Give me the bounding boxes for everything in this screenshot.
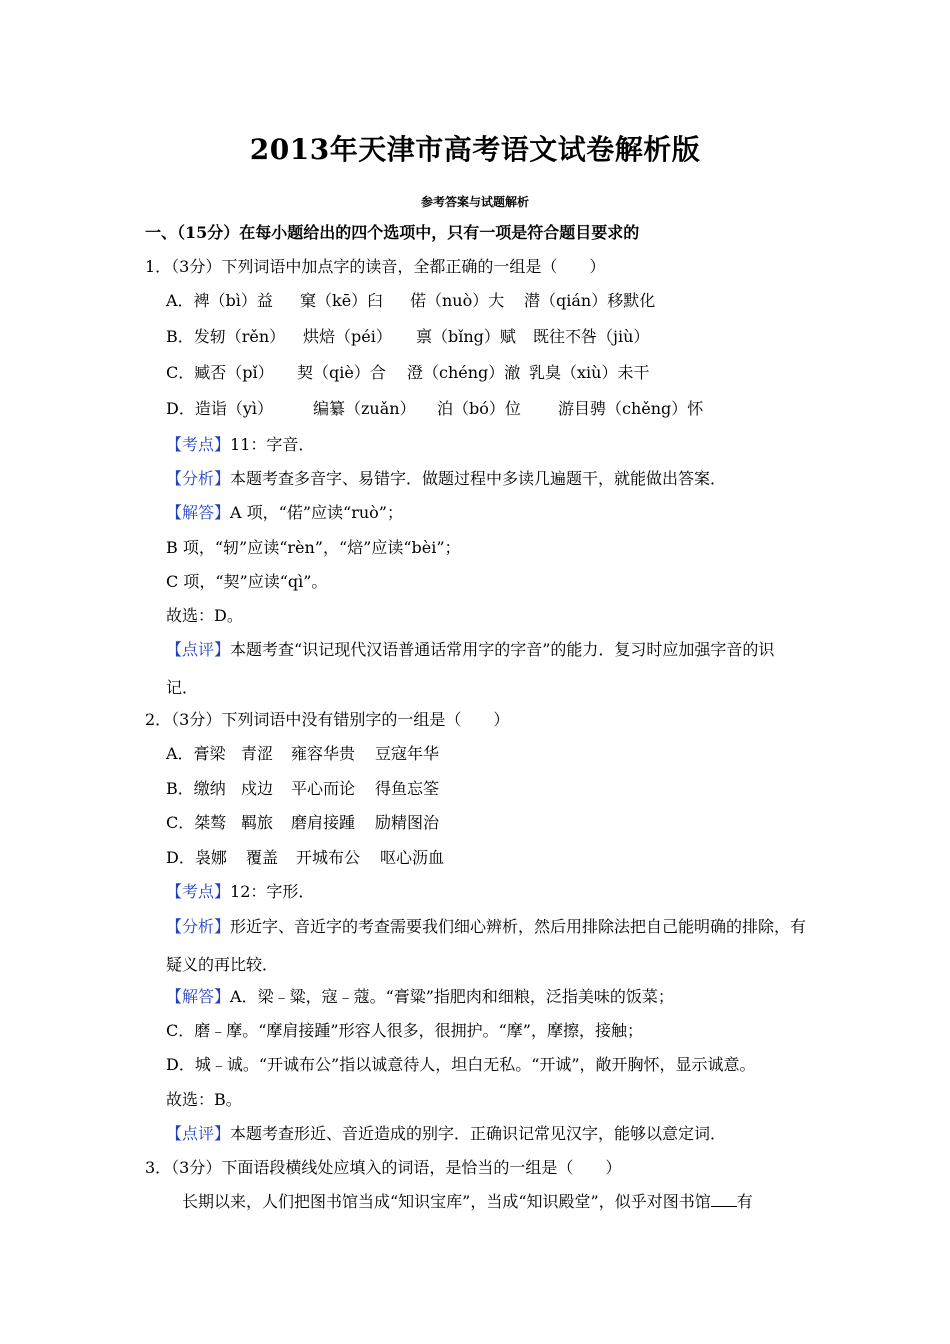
page-title: 2013年天津市高考语文试卷解析版 xyxy=(249,133,701,166)
q1-jieda xyxy=(166,502,403,524)
page-subtitle: 参考答案与试题解析 xyxy=(420,195,529,209)
q2-b-3: 平心而论 xyxy=(291,779,356,798)
q3-passage-end: 有 xyxy=(736,1192,753,1211)
q1-c-3: 澄（chéng）澈 xyxy=(407,363,521,382)
kaodian-tag: 【考点】 xyxy=(166,882,231,901)
q1-b-3: 禀（bǐng）赋 xyxy=(416,327,516,346)
fenxi-text: 本题考查多音字、易错字．做题过程中多读几遍题干，就能做出答案． xyxy=(230,469,727,488)
q2-stem: 2．（3分）下列词语中没有错别字的一组是（ ） xyxy=(145,710,510,729)
kaodian-tag: 【考点】 xyxy=(166,435,231,454)
q3-passage-text: 长期以来，人们把图书馆当成“知识宝库”，当成“知识殿堂”，似乎对图书馆 xyxy=(182,1192,711,1211)
fenxi-tag: 【分析】 xyxy=(166,917,231,936)
q1-option-b xyxy=(166,326,649,348)
q1-option-c xyxy=(166,362,649,384)
kaodian-text: 12：字形． xyxy=(230,882,315,901)
q1-b-1: B．发轫（rěn） xyxy=(166,327,286,346)
q2-b-2: 戍边 xyxy=(241,779,274,798)
q1-d-3: 泊（bó）位 xyxy=(437,399,521,418)
q1-option-a xyxy=(166,290,655,312)
fenxi-tag: 【分析】 xyxy=(166,469,231,488)
q2-kaodian xyxy=(166,881,314,903)
dianping-text: 本题考查形近、音近造成的别字．正确识记常见汉字，能够以意定词． xyxy=(230,1124,727,1143)
q2-dianping xyxy=(166,1123,726,1145)
q2-option-a xyxy=(166,743,439,765)
q2-d-1: D．袅娜 xyxy=(166,848,227,867)
q1-a-1: A．裨（bì）益 xyxy=(166,291,273,310)
q1-jieda-b: B 项，“轫”应读“rèn”，“焙”应读“bèi”； xyxy=(166,538,461,557)
q2-d-4: 呕心沥血 xyxy=(380,848,445,867)
q2-a-3: 雍容华贵 xyxy=(291,744,356,763)
q2-jieda xyxy=(166,986,674,1008)
q1-answer: 故选：D。 xyxy=(166,606,243,625)
q2-option-c xyxy=(166,812,439,834)
q2-d-2: 覆盖 xyxy=(246,848,279,867)
q1-fenxi xyxy=(166,468,726,490)
q2-b-1: B．缴纳 xyxy=(166,779,226,798)
q1-a-2: 窠（kē）臼 xyxy=(300,291,384,310)
q3-stem: 3．（3分）下面语段横线处应填入的词语，是恰当的一组是（ ） xyxy=(145,1158,622,1177)
q1-b-4: 既往不咎（jiù） xyxy=(533,327,650,346)
q1-jieda-c: C 项，“契”应读“qì”。 xyxy=(166,572,328,591)
q2-option-b xyxy=(166,778,439,800)
q2-a-2: 青涩 xyxy=(241,744,274,763)
q1-dianping xyxy=(166,639,774,661)
q1-d-4: 游目骋（chěng）怀 xyxy=(558,399,704,418)
jieda-tag: 【解答】 xyxy=(166,987,231,1006)
fill-blank xyxy=(711,1192,737,1207)
q2-c-4: 励精图治 xyxy=(375,813,440,832)
q2-c-2: 羁旅 xyxy=(241,813,274,832)
q1-dianping-cont: 记． xyxy=(166,678,199,697)
q2-option-d xyxy=(166,847,444,869)
fenxi-text: 形近字、音近字的考查需要我们细心辨析，然后用排除法把自己能明确的排除，有 xyxy=(230,917,807,936)
q1-c-1: C．臧否（pǐ） xyxy=(166,363,274,382)
section-heading: 一、（15分）在每小题给出的四个选项中，只有一项是符合题目要求的 xyxy=(145,223,640,242)
q2-c-1: C．桀骜 xyxy=(166,813,227,832)
q2-fenxi xyxy=(166,916,806,938)
q2-b-4: 得鱼忘筌 xyxy=(375,779,440,798)
q1-kaodian xyxy=(166,434,314,456)
q2-a-1: A．膏梁 xyxy=(166,744,226,763)
dianping-tag: 【点评】 xyxy=(166,1124,231,1143)
q2-answer: 故选：B。 xyxy=(166,1090,242,1109)
q1-stem: 1．（3分）下列词语中加点字的读音，全都正确的一组是（ ） xyxy=(145,257,606,276)
q3-passage xyxy=(182,1191,753,1213)
q1-d-2: 编纂（zuǎn） xyxy=(313,399,416,418)
q1-c-4: 乳臭（xiù）未干 xyxy=(529,363,650,382)
jieda-tag: 【解答】 xyxy=(166,503,231,522)
q2-d-3: 开城布公 xyxy=(296,848,361,867)
q1-d-1: D．造诣（yì） xyxy=(166,399,273,418)
q1-b-2: 烘焙（péi） xyxy=(303,327,392,346)
dianping-tag: 【点评】 xyxy=(166,640,231,659)
q1-option-d xyxy=(166,398,703,420)
q2-a-4: 豆寇年华 xyxy=(375,744,440,763)
q1-a-3: 偌（nuò）大 xyxy=(410,291,505,310)
jieda-text: A．梁﹣粱，寇﹣蔻。“膏粱”指肥肉和细粮，泛指美味的饭菜； xyxy=(230,987,674,1006)
q1-c-2: 契（qiè）合 xyxy=(297,363,386,382)
jieda-text: A 项，“偌”应读“ruò”； xyxy=(230,503,403,522)
q1-a-4: 潜（qián）移默化 xyxy=(524,291,656,310)
q2-fenxi-cont: 疑义的再比较． xyxy=(166,955,279,974)
q2-jieda-c: C．磨﹣摩。“摩肩接踵”形容人很多，很拥护。“摩”，摩擦，接触； xyxy=(166,1021,643,1040)
dianping-text: 本题考查“识记现代汉语普通话常用字的字音”的能力．复习时应加强字音的识 xyxy=(230,640,775,659)
q2-jieda-d: D．城﹣诚。“开诚布公”指以诚意待人，坦白无私。“开诚”，敞开胸怀，显示诚意。 xyxy=(166,1055,756,1074)
kaodian-text: 11：字音． xyxy=(230,435,315,454)
q2-c-3: 磨肩接踵 xyxy=(291,813,356,832)
